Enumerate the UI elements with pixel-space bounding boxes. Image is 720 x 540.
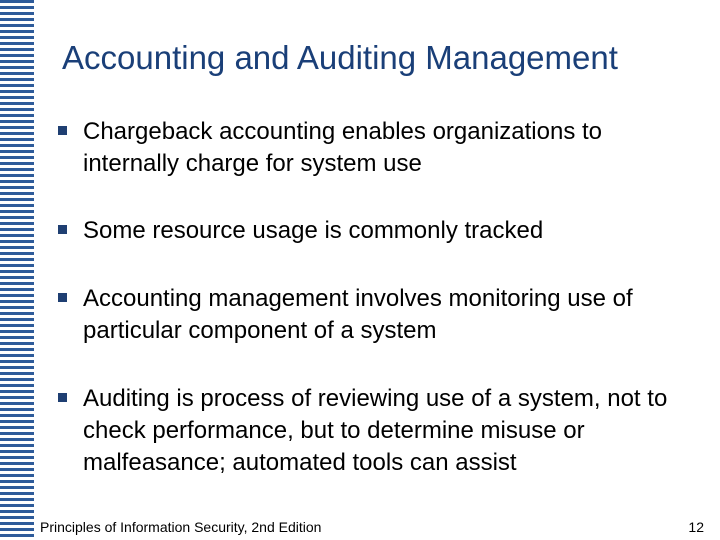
bullet-text: Chargeback accounting enables organizations to internally charge for system use — [83, 118, 603, 177]
bullet-text: Accounting management involves monitoring use of particular component of a system — [83, 285, 633, 344]
footer-source: Principles of Information Security, 2nd Edition — [40, 519, 322, 535]
square-bullet-icon — [58, 393, 67, 402]
bullet-text: Auditing is process of reviewing use of a system, not to check performance, but to determine misuse or malfeasance; automated tools can assist — [83, 385, 668, 476]
bullet-text: Some resource usage is commonly tracked — [83, 217, 544, 244]
square-bullet-icon — [58, 225, 67, 234]
decorative-stripe-bar — [0, 0, 34, 540]
page-number: 12 — [688, 519, 704, 535]
square-bullet-icon — [58, 293, 67, 302]
square-bullet-icon — [58, 126, 67, 135]
slide-title: Accounting and Auditing Management — [62, 39, 618, 76]
